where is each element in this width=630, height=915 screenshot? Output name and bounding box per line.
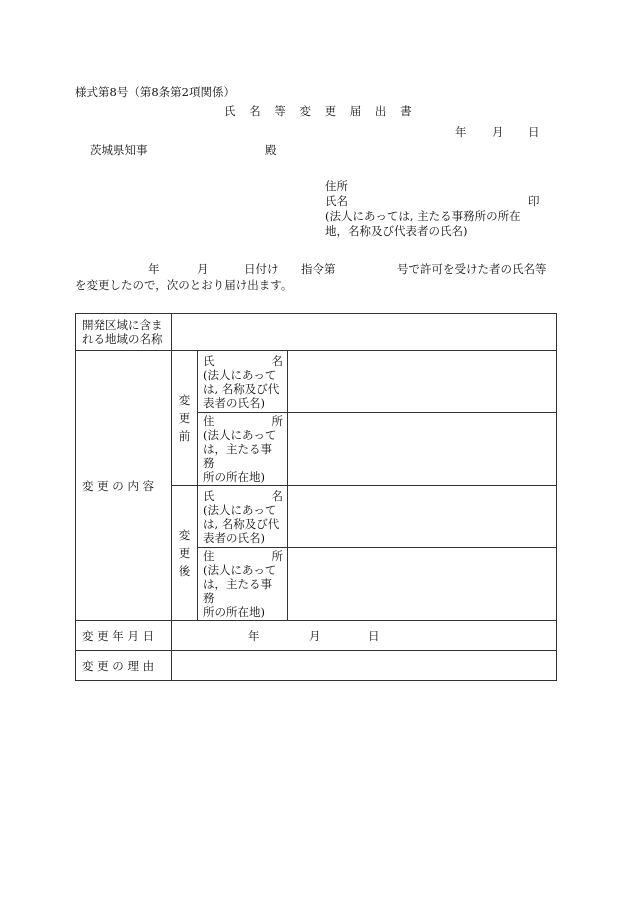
after-address-line4: 所の所在地) bbox=[203, 605, 265, 619]
before-name-head-left: 氏 bbox=[203, 353, 215, 368]
after-address-label-cell bbox=[198, 548, 288, 621]
area-value-cell[interactable] bbox=[172, 314, 557, 351]
before-label-cell bbox=[172, 351, 198, 486]
before-address-line3: は，主たる事務 bbox=[203, 442, 272, 470]
before-address-head bbox=[203, 414, 283, 428]
before-name-label-cell bbox=[198, 351, 288, 413]
before-name-line3: は, 名称及び代 bbox=[203, 381, 280, 396]
after-address-line3: は，主たる事務 bbox=[203, 577, 272, 605]
statement-month: 月 bbox=[197, 262, 209, 276]
after-address-line2: (法人にあって bbox=[203, 563, 277, 577]
after-name-value-cell[interactable] bbox=[288, 486, 557, 548]
after-address-head-left: 住 bbox=[203, 549, 215, 563]
change-content-label-cell bbox=[76, 351, 172, 621]
before-address-line2: (法人にあって bbox=[203, 428, 277, 442]
area-row bbox=[76, 314, 557, 351]
before-char-3: 前 bbox=[178, 429, 191, 443]
area-label-line1: 開発区域に含ま bbox=[82, 318, 163, 332]
before-name-line4: 表者の氏名) bbox=[203, 395, 265, 410]
after-name-head-left: 氏 bbox=[203, 488, 215, 503]
before-name-head-right: 名 bbox=[271, 353, 283, 368]
before-name-head bbox=[203, 354, 283, 368]
after-label-cell bbox=[172, 486, 198, 621]
statement-order-no: 指令第 bbox=[301, 262, 336, 276]
applicant-address-label: 住所 bbox=[325, 179, 348, 193]
before-address-label-cell bbox=[198, 413, 288, 486]
after-name-head bbox=[203, 489, 283, 503]
submission-year: 年 bbox=[455, 125, 467, 139]
change-date-value-cell[interactable] bbox=[172, 621, 557, 651]
statement-year: 年 bbox=[148, 262, 160, 276]
reason-label: 変 更 の 理 由 bbox=[82, 658, 155, 673]
change-content-label: 変 更 の 内 容 bbox=[82, 478, 155, 493]
before-char-1: 変 bbox=[178, 393, 191, 407]
before-char-2: 更 bbox=[178, 411, 191, 425]
addressee-name: 茨城県知事 bbox=[90, 143, 148, 157]
after-name-head-right: 名 bbox=[271, 488, 283, 503]
statement-line1-end: 号で許可を受けた者の氏名等 bbox=[397, 262, 547, 276]
form-number: 様式第8号（第8条第2項関係） bbox=[75, 85, 235, 99]
after-char-2: 更 bbox=[178, 546, 191, 560]
submission-month: 月 bbox=[492, 125, 504, 139]
after-char-1: 変 bbox=[178, 528, 191, 542]
before-address-head-left: 住 bbox=[203, 414, 215, 428]
submission-day: 日 bbox=[528, 125, 540, 139]
before-address-value-cell[interactable] bbox=[288, 413, 557, 486]
before-address-line4: 所の所在地) bbox=[203, 470, 265, 484]
after-name-line2: (法人にあって bbox=[203, 502, 277, 517]
change-date-label: 変 更 年 月 日 bbox=[82, 628, 155, 643]
reason-row bbox=[76, 651, 557, 681]
applicant-name-label: 氏名 bbox=[325, 194, 348, 208]
change-form-table bbox=[75, 313, 557, 681]
before-name-value-cell[interactable] bbox=[288, 351, 557, 413]
after-name-line3: は, 名称及び代 bbox=[203, 516, 280, 531]
change-date-row bbox=[76, 621, 557, 651]
area-label-cell bbox=[76, 314, 172, 351]
change-date-year: 年 bbox=[248, 629, 260, 643]
after-name-line4: 表者の氏名) bbox=[203, 530, 265, 545]
applicant-note-line1: (法人にあっては, 主たる事務所の所在 bbox=[325, 209, 521, 223]
after-name-label-cell bbox=[198, 486, 288, 548]
addressee-honorific: 殿 bbox=[265, 143, 277, 157]
statement-line2: を変更したので，次のとおり届け出ます。 bbox=[75, 278, 293, 292]
document-title: 氏 名 等 変 更 届 出 書 bbox=[224, 104, 417, 118]
applicant-note-line2: 地，名称及び代表者の氏名) bbox=[325, 224, 468, 238]
change-date-label-cell bbox=[76, 621, 172, 651]
before-name-line2: (法人にあって bbox=[203, 367, 277, 382]
area-label-line2: れる地域の名称 bbox=[82, 332, 163, 346]
reason-label-cell bbox=[76, 651, 172, 681]
before-name-row bbox=[76, 351, 557, 413]
after-address-value-cell[interactable] bbox=[288, 548, 557, 621]
before-address-head-right: 所 bbox=[271, 414, 283, 428]
reason-value-cell[interactable] bbox=[172, 651, 557, 681]
after-address-head-right: 所 bbox=[271, 549, 283, 563]
change-date-day: 日 bbox=[368, 629, 380, 643]
statement-dated: 日付け bbox=[244, 262, 279, 276]
change-date-month: 月 bbox=[309, 629, 321, 643]
seal-mark: 印 bbox=[528, 194, 540, 208]
after-address-head bbox=[203, 549, 283, 563]
after-char-3: 後 bbox=[178, 564, 191, 578]
